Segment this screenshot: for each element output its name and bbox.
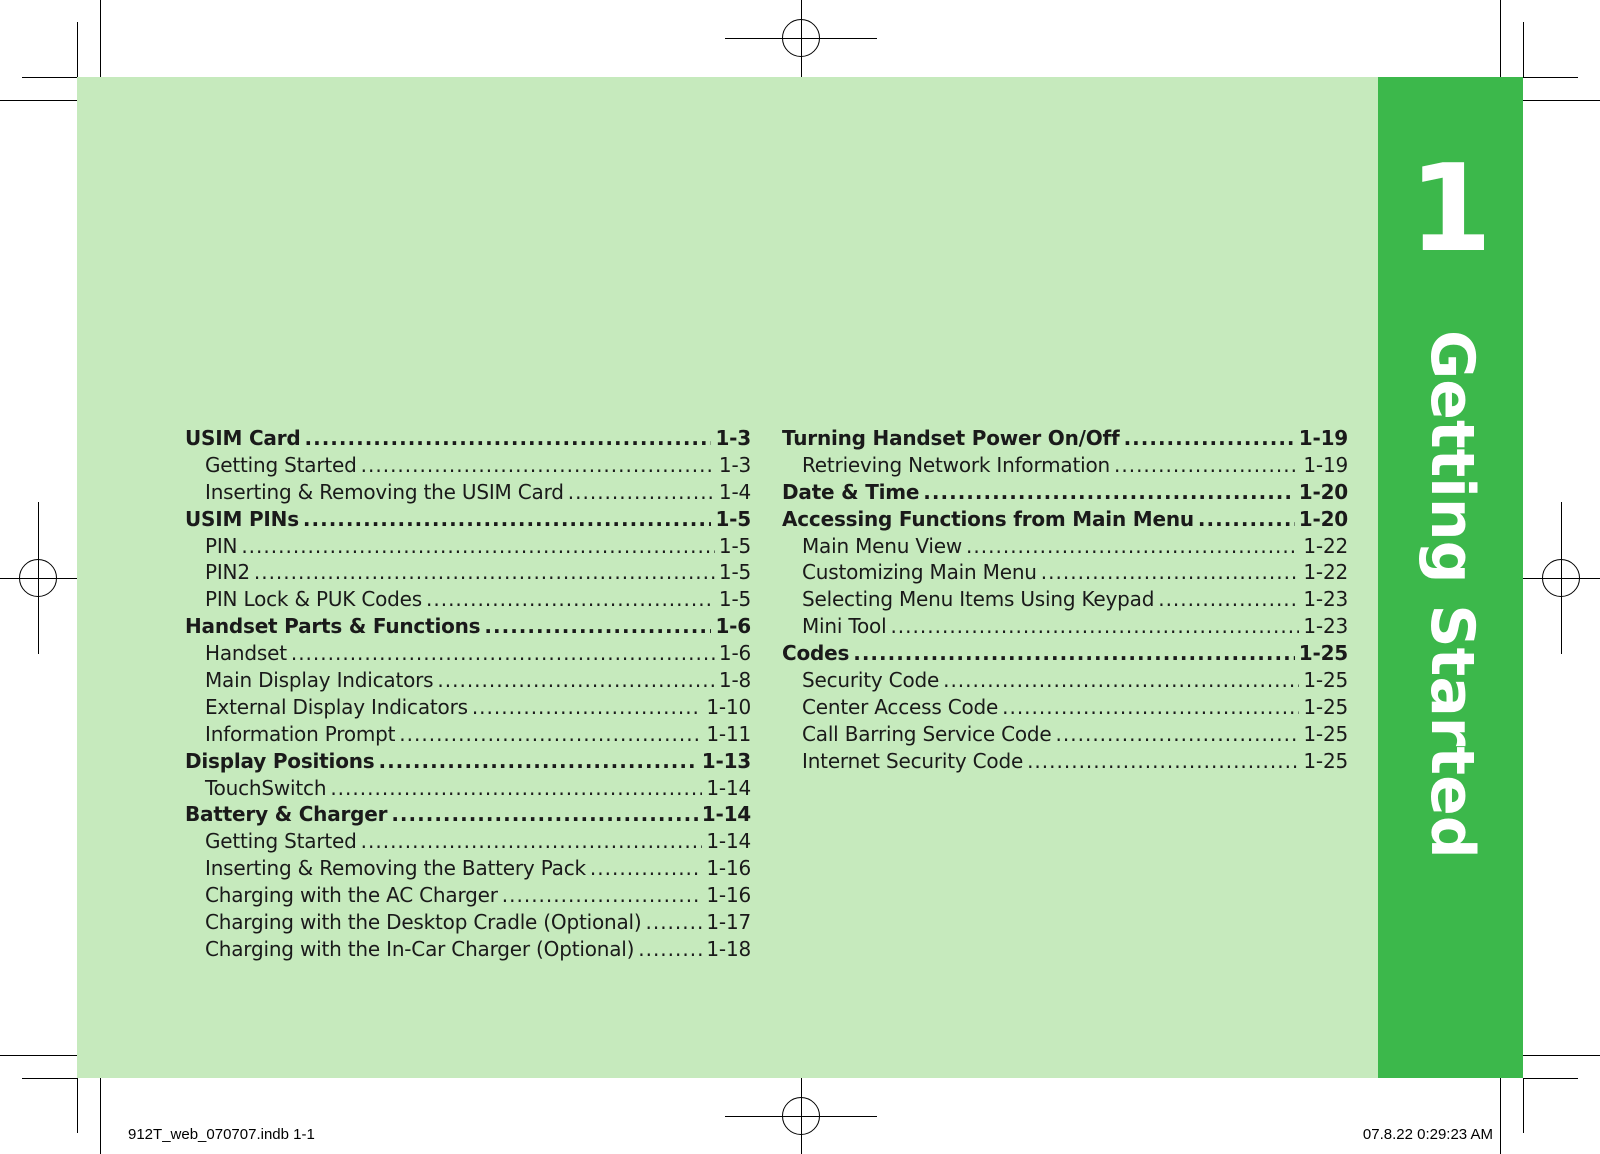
toc-leader-dots bbox=[484, 614, 711, 638]
toc-entry[interactable] bbox=[185, 641, 751, 668]
chapter-title: Getting Started bbox=[1417, 330, 1487, 859]
toc-entry-page: 1-13 bbox=[701, 748, 751, 773]
toc-entry[interactable] bbox=[185, 534, 751, 561]
toc-entry[interactable] bbox=[185, 426, 751, 453]
toc-entry[interactable] bbox=[782, 587, 1348, 614]
toc-leader-dots bbox=[1114, 453, 1299, 477]
toc-entry-title: Retrieving Network Information bbox=[802, 452, 1110, 477]
toc-entry-page: 1-6 bbox=[715, 614, 751, 639]
toc-leader-dots bbox=[472, 695, 703, 719]
toc-entry[interactable] bbox=[185, 749, 751, 776]
toc-entry-page: 1-5 bbox=[718, 560, 751, 585]
toc-entry[interactable] bbox=[185, 776, 751, 803]
toc-entry-title: External Display Indicators bbox=[205, 694, 468, 719]
toc-entry[interactable] bbox=[782, 507, 1348, 534]
toc-entry-page: 1-25 bbox=[1298, 641, 1348, 666]
toc-entry[interactable] bbox=[185, 587, 751, 614]
toc-entry[interactable] bbox=[185, 722, 751, 749]
toc-leader-dots bbox=[1027, 749, 1299, 773]
toc-entry-page: 1-14 bbox=[701, 802, 751, 827]
toc-entry-page: 1-23 bbox=[1303, 587, 1348, 612]
toc-leader-dots bbox=[437, 668, 715, 692]
toc-entry-page: 1-14 bbox=[706, 775, 751, 800]
toc-entry-page: 1-3 bbox=[718, 452, 751, 477]
toc-leader-dots bbox=[241, 534, 715, 558]
toc-leader-dots bbox=[853, 641, 1295, 665]
toc-entry-page: 1-25 bbox=[1303, 748, 1348, 773]
toc-entry-page: 1-5 bbox=[718, 533, 751, 558]
toc-leader-dots bbox=[966, 534, 1299, 558]
toc-entry-page: 1-17 bbox=[706, 910, 751, 935]
toc-entry-page: 1-25 bbox=[1303, 694, 1348, 719]
toc-entry-page: 1-11 bbox=[706, 721, 751, 746]
toc-entry-page: 1-6 bbox=[718, 641, 751, 666]
toc-entry[interactable] bbox=[185, 802, 751, 829]
toc-entry-page: 1-22 bbox=[1303, 560, 1348, 585]
toc-entry-title: Main Display Indicators bbox=[205, 668, 434, 693]
toc-leader-dots bbox=[291, 641, 715, 665]
footer-timestamp: 07.8.22 0:29:23 AM bbox=[1362, 1126, 1493, 1143]
toc-entry-title: Codes bbox=[782, 641, 850, 666]
chapter-number: 1 bbox=[1408, 140, 1493, 279]
toc-entry-page: 1-19 bbox=[1303, 452, 1348, 477]
toc-entry[interactable] bbox=[782, 641, 1348, 668]
toc-leader-dots bbox=[638, 937, 702, 961]
toc-entry-page: 1-3 bbox=[715, 426, 751, 450]
toc-entry[interactable] bbox=[185, 829, 751, 856]
toc-entry-title: Information Prompt bbox=[205, 721, 396, 746]
toc-entry-title: Battery & Charger bbox=[185, 802, 388, 827]
toc-entry-title: PIN2 bbox=[205, 560, 250, 585]
toc-entry[interactable] bbox=[185, 668, 751, 695]
toc-leader-dots bbox=[943, 668, 1299, 692]
toc-entry-title: Inserting & Removing the Battery Pack bbox=[205, 856, 586, 881]
toc-entry[interactable] bbox=[185, 453, 751, 480]
toc-left-column bbox=[185, 426, 751, 964]
footer-file-label: 912T_web_070707.indb 1-1 bbox=[128, 1126, 315, 1143]
toc-leader-dots bbox=[890, 614, 1299, 638]
toc-entry[interactable] bbox=[782, 426, 1348, 453]
toc-entry[interactable] bbox=[782, 480, 1348, 507]
toc-leader-dots bbox=[303, 507, 712, 531]
toc-entry-page: 1-22 bbox=[1303, 533, 1348, 558]
toc-entry-title: Selecting Menu Items Using Keypad bbox=[802, 587, 1155, 612]
toc-leader-dots bbox=[1041, 560, 1300, 584]
toc-entry[interactable] bbox=[185, 480, 751, 507]
toc-leader-dots bbox=[361, 453, 715, 477]
toc-leader-dots bbox=[330, 776, 702, 800]
toc-entry-title: Accessing Functions from Main Menu bbox=[782, 506, 1194, 531]
toc-entry-title: USIM Card bbox=[185, 426, 301, 450]
toc-entry-title: Customizing Main Menu bbox=[802, 560, 1037, 585]
toc-entry[interactable] bbox=[185, 937, 751, 964]
toc-leader-dots bbox=[590, 856, 703, 880]
toc-leader-dots bbox=[399, 722, 702, 746]
toc-entry-title: Handset bbox=[205, 641, 287, 666]
toc-entry-page: 1-16 bbox=[706, 856, 751, 881]
toc-leader-dots bbox=[923, 480, 1294, 504]
toc-entry-title: USIM PINs bbox=[185, 506, 299, 531]
toc-entry-title: Center Access Code bbox=[802, 694, 999, 719]
toc-entry-title: Display Positions bbox=[185, 748, 375, 773]
toc-leader-dots bbox=[378, 749, 697, 773]
toc-leader-dots bbox=[426, 587, 715, 611]
toc-leader-dots bbox=[1056, 722, 1300, 746]
toc-entry-title: Getting Started bbox=[205, 829, 357, 854]
toc-entry[interactable] bbox=[782, 668, 1348, 695]
toc-entry-title: TouchSwitch bbox=[205, 775, 327, 800]
toc-entry-title: Call Barring Service Code bbox=[802, 721, 1052, 746]
toc-entry-page: 1-14 bbox=[706, 829, 751, 854]
toc-entry-page: 1-8 bbox=[718, 668, 751, 693]
toc-entry-page: 1-10 bbox=[706, 694, 751, 719]
toc-entry-page: 1-16 bbox=[706, 883, 751, 908]
toc-entry-page: 1-23 bbox=[1303, 614, 1348, 639]
toc-entry[interactable] bbox=[782, 614, 1348, 641]
toc-entry-page: 1-20 bbox=[1298, 506, 1348, 531]
toc-entry-title: Main Menu View bbox=[802, 533, 963, 558]
toc-entry[interactable] bbox=[185, 883, 751, 910]
toc-entry[interactable] bbox=[782, 749, 1348, 776]
toc-entry-title: Charging with the In-Car Charger (Optional) bbox=[205, 936, 635, 961]
toc-entry-title: Security Code bbox=[802, 668, 940, 693]
toc-leader-dots bbox=[361, 829, 703, 853]
toc-right-column bbox=[782, 426, 1348, 776]
toc-leader-dots bbox=[568, 480, 715, 504]
toc-entry-title: Charging with the Desktop Cradle (Optional) bbox=[205, 910, 642, 935]
toc-entry-title: PIN Lock & PUK Codes bbox=[205, 587, 422, 612]
toc-entry[interactable] bbox=[782, 560, 1348, 587]
toc-entry[interactable] bbox=[185, 910, 751, 937]
toc-entry[interactable] bbox=[185, 695, 751, 722]
toc-entry-title: Internet Security Code bbox=[802, 748, 1024, 773]
toc-entry-page: 1-5 bbox=[715, 506, 751, 531]
toc-entry-page: 1-5 bbox=[718, 587, 751, 612]
toc-leader-dots bbox=[645, 910, 702, 934]
toc-leader-dots bbox=[1124, 426, 1295, 450]
toc-entry-page: 1-25 bbox=[1303, 668, 1348, 693]
toc-entry-page: 1-19 bbox=[1298, 426, 1348, 450]
toc-entry[interactable] bbox=[782, 695, 1348, 722]
toc-entry-title: Mini Tool bbox=[802, 614, 887, 639]
toc-entry-title: Charging with the AC Charger bbox=[205, 883, 498, 908]
toc-entry[interactable] bbox=[185, 856, 751, 883]
toc-entry-title: Turning Handset Power On/Off bbox=[782, 426, 1120, 450]
toc-entry-page: 1-25 bbox=[1303, 721, 1348, 746]
toc-leader-dots bbox=[305, 426, 712, 450]
toc-entry[interactable] bbox=[185, 614, 751, 641]
toc-entry-title: Handset Parts & Functions bbox=[185, 614, 481, 639]
toc-leader-dots bbox=[502, 883, 703, 907]
toc-entry-title: Getting Started bbox=[205, 452, 357, 477]
toc-entry[interactable] bbox=[782, 534, 1348, 561]
toc-entry-page: 1-4 bbox=[718, 479, 751, 504]
toc-entry[interactable] bbox=[185, 560, 751, 587]
toc-entry[interactable] bbox=[185, 507, 751, 534]
toc-entry-title: PIN bbox=[205, 533, 238, 558]
toc-entry[interactable] bbox=[782, 453, 1348, 480]
toc-entry-title: Date & Time bbox=[782, 479, 920, 504]
toc-leader-dots bbox=[391, 802, 697, 826]
toc-entry-title: Inserting & Removing the USIM Card bbox=[205, 479, 564, 504]
toc-entry-page: 1-20 bbox=[1298, 479, 1348, 504]
toc-leader-dots bbox=[254, 560, 715, 584]
toc-leader-dots bbox=[1158, 587, 1299, 611]
toc-entry[interactable] bbox=[782, 722, 1348, 749]
toc-leader-dots bbox=[1198, 507, 1295, 531]
toc-leader-dots bbox=[1002, 695, 1299, 719]
toc-entry-page: 1-18 bbox=[706, 936, 751, 961]
